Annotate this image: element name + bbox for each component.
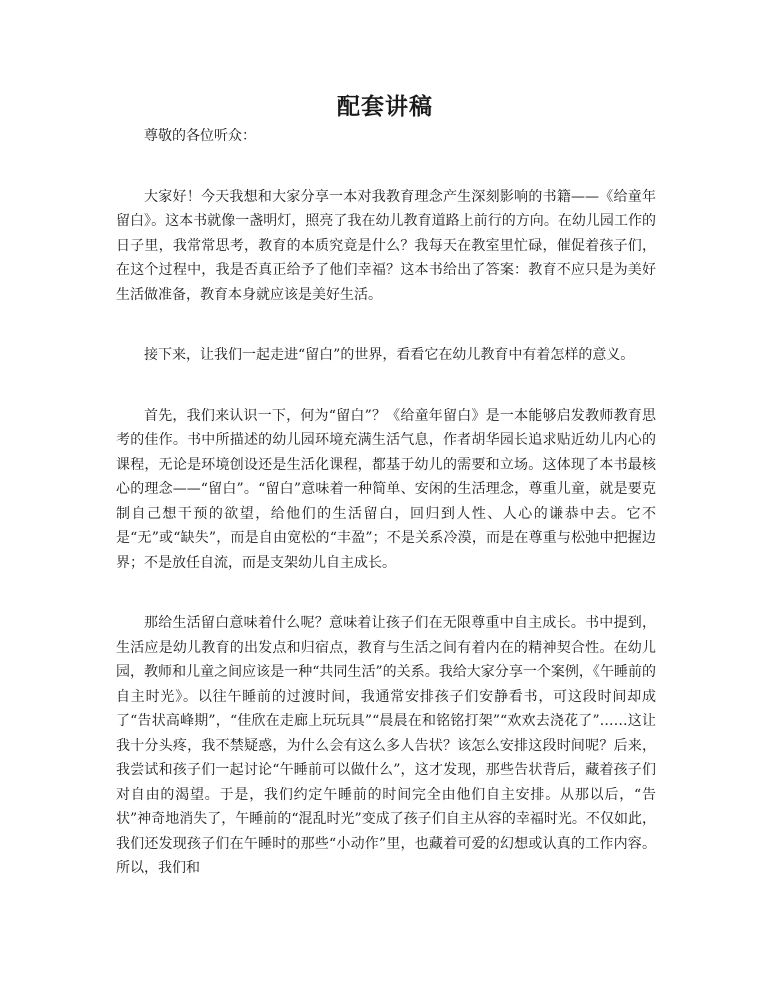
document-title: 配套讲稿 xyxy=(337,93,433,120)
paragraph-definition: 首先，我们来认识一下，何为“留白”？《给童年留白》是一本能够启发教师教育思考的佳作。书中所描述的幼儿园环境充满生活气息，作者胡华园长追求贴近幼儿内心的课程，无论是环境创设还是生活化课程，都基于幼儿的需要和立场。这体现了本书最核心的理念——“留白”。“留白”意味着一种简单、安闲的生活理念，尊重儿童，就是要克制自己想干预的欲望，给他们的生活留白，回归到人性、人心的谦恭中去。它不是“无”或“缺失”，而是自由宽松的“丰盈”；不是关系冷漠，而是在尊重与松弛中把握边界；不是放任自流，而是支架幼儿自主成长。 xyxy=(116,407,656,571)
document-body xyxy=(116,124,656,881)
paragraph-intro: 大家好！今天我想和大家分享一本对我教育理念产生深刻影响的书籍——《给童年留白》。这本书就像一盏明灯，照亮了我在幼儿教育道路上前行的方向。在幼儿园工作的日子里，我常常思考，教育的本质究竟是什么？我每天在教室里忙碌，催促着孩子们，在这个过程中，我是否真正给予了他们幸福？这本书给出了答案：教育不应只是为美好生活做准备，教育本身就应该是美好生活。 xyxy=(116,188,656,303)
paragraph-case-study: 那给生活留白意味着什么呢？意味着让孩子们在无限尊重中自主成长。书中提到，生活应是幼儿教育的出发点和归宿点，教育与生活之间有着内在的精神契合性。在幼儿园，教师和儿童之间应该是一种“共同生活”的关系。我给大家分享一个案例，《午睡前的自主时光》。以往午睡前的过渡时间，我通常安排孩子们安静看书，可这段时间却成了“告状高峰期”，“佳欣在走廊上玩玩具”“晨晨在和铭铭打架”“欢欢去浇花了”……这让我十分头疼，我不禁疑惑，为什么会有这么多人告状？该怎么安排这段时间呢？后来，我尝试和孩子们一起讨论“午睡前可以做什么”，这才发现，那些告状背后，藏着孩子们对自由的渴望。于是，我们约定午睡前的时间完全由他们自主安排。从那以后，“告状”神奇地消失了，午睡前的“混乱时光”变成了孩子们自主从容的幸福时光。不仅如此，我们还发现孩子们在午睡时的那些“小动作”里，也藏着可爱的幻想或认真的工作内容。所以，我们和 xyxy=(116,615,656,876)
salutation: 尊敬的各位听众： xyxy=(144,128,256,144)
paragraph-transition: 接下来，让我们一起走进“留白”的世界，看看它在幼儿教育中有着怎样的意义。 xyxy=(144,347,635,363)
